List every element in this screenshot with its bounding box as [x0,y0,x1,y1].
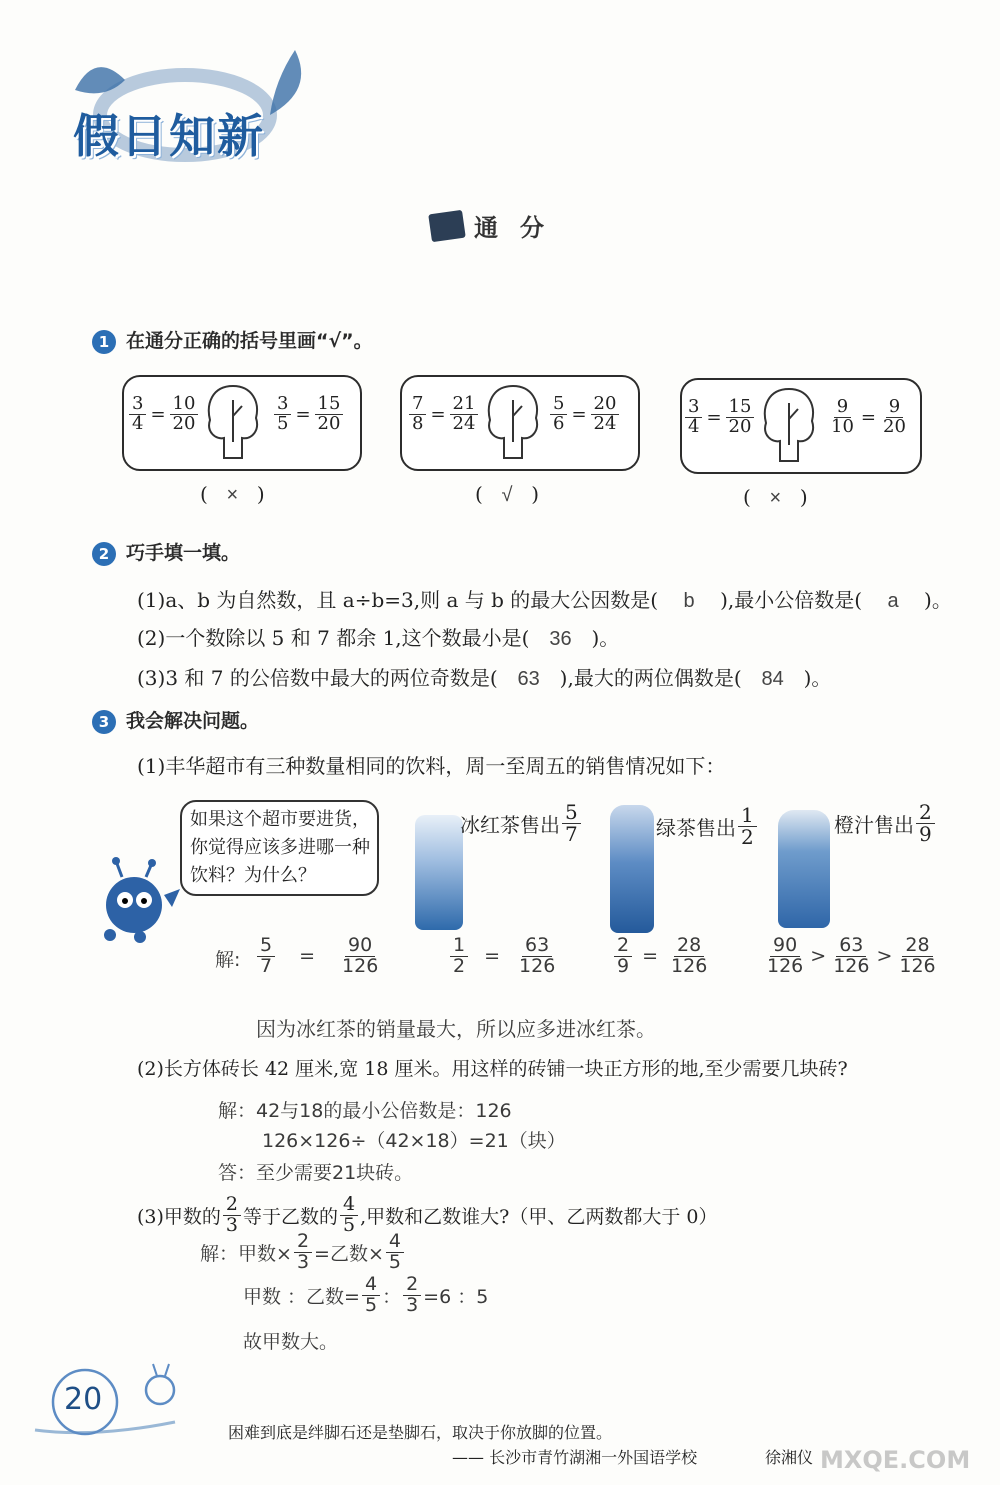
section-2-title: 巧手填一填。 [126,542,241,564]
speech-bubble-text: 如果这个超市要进货，你觉得应该多进哪一种饮料？为什么？ [190,809,370,886]
p2-solution-line-2: 126×126÷（42×18）=21（块） [262,1130,566,1152]
box-3-left-equation: $\frac{3}{4}$ = $\frac{15}{20}$ [683,398,756,437]
green-tea-bottle-image [610,805,654,933]
p3-solution-line-2: 甲数 ：乙数= $\frac{4}{5}$ ： $\frac{2}{3}$ =6 ：5 [243,1273,489,1316]
box-2-right-equation: $\frac{5}{6}$ = $\frac{20}{24}$ [548,395,621,434]
p1-solution-compare: $\frac{90}{126}$ > $\frac{63}{126}$ > $\frac{28}{126}$ [767,934,936,977]
s2-question-3: (3)3 和 7 的公倍数中最大的两位奇数是( 63 ),最大的两位偶数是( 84 )。 [137,666,832,690]
book-icon [428,209,466,241]
box-1-answer[interactable]: ( × ) [200,482,267,506]
topic-title: 通分 [474,214,566,242]
section-3-heading [92,706,259,734]
robot-mascot-icon [92,855,187,945]
s2-question-1: (1)a、b 为自然数，且 a÷b=3,则 a 与 b 的最大公因数是( b ),最小公倍数是( a )。 [137,588,952,612]
section-3-title: 我会解决问题。 [126,710,260,732]
section-1-heading [92,326,373,354]
s2-q3-answer-2[interactable]: 84 [761,668,784,690]
box-1-left-equation: $\frac{3}{4}$ = $\frac{10}{20}$ [127,395,200,434]
footer-author: 徐湘仪 [765,1448,814,1467]
s3-problem-2: (2)长方体砖长 42 厘米,宽 18 厘米。用这样的砖铺一块正方形的地,至少需要几块砖? [137,1058,848,1080]
tree-icon [202,382,264,462]
box-3-right-equation: $\frac{9}{10}$ = $\frac{9}{20}$ [831,396,906,437]
box-2-left-equation: $\frac{7}{8}$ = $\frac{21}{24}$ [407,395,480,434]
s2-question-2: (2)一个数除以 5 和 7 都余 1,这个数最小是( 36 )。 [137,626,620,650]
footer-source: —— 长沙市青竹湖湘一外国语学校 [452,1448,698,1467]
p1-solution-eq-3: $\frac{2}{9}$ = $\frac{28}{126}$ [612,936,712,977]
p3-conclusion: 故甲数大。 [243,1331,339,1353]
drink-2-label: 绿茶售出 $\frac{1}{2}$ [656,805,759,848]
p1-solution-eq-1: $\frac{5}{7}$ = $\frac{90}{126}$ [255,936,383,977]
s3-problem-1: (1)丰华超市有三种数量相同的饮料，周一至周五的销售情况如下： [137,754,726,778]
watermark: MXQE.COM [820,1446,971,1474]
iced-tea-bottle-image [415,815,463,930]
p3-solution-line-1: 解： 甲数× $\frac{2}{3}$ =乙数× $\frac{4}{5}$ [200,1232,406,1273]
tree-icon [758,385,820,465]
snail-icon [25,1360,185,1440]
section-2-badge: 2 [92,542,116,566]
s3-problem-3: (3)甲数的 $\frac{2}{3}$ 等于乙数的 $\frac{4}{5}$ ,甲数和乙数谁大?（甲、乙两数都大于 0） [137,1193,718,1236]
box-3-answer[interactable]: ( × ) [743,485,810,509]
page-number: 20 [64,1382,103,1417]
p1-solution-eq-2: $\frac{1}{2}$ = $\frac{63}{126}$ [448,936,560,977]
section-1-badge: 1 [92,330,116,354]
footer-quote: 困难到底是绊脚石还是垫脚石，取决于你放脚的位置。 [228,1423,613,1442]
drink-1-label: 冰红茶售出 $\frac{5}{7}$ [460,802,583,845]
s2-q3-answer-1[interactable]: 63 [517,668,540,690]
drink-3-label: 橙汁售出 $\frac{2}{9}$ [834,802,937,845]
tree-icon [482,382,544,462]
s2-q1-answer-1[interactable]: b [683,590,695,612]
s2-q1-answer-2[interactable]: a [887,590,899,612]
p2-solution-line-1: 解：42与18的最小公倍数是：126 [218,1100,512,1122]
s2-q2-answer[interactable]: 36 [549,628,572,650]
logo [55,30,315,190]
section-2-heading [92,538,240,566]
section-1-title: 在通分正确的括号里画“√”。 [126,330,373,352]
logo-title: 假日知新 [73,109,265,163]
box-1-right-equation: $\frac{3}{5}$ = $\frac{15}{20}$ [272,395,345,434]
p1-conclusion: 因为冰红茶的销量最大，所以应多进冰红茶。 [256,1017,656,1041]
section-3-badge: 3 [92,710,116,734]
box-2-answer[interactable]: ( √ ) [475,482,542,506]
topic-heading [430,208,566,243]
orange-juice-bottle-image [778,810,830,928]
p2-answer: 答：至少需要21块砖。 [218,1162,414,1184]
p1-solution-label: 解: [215,949,241,971]
